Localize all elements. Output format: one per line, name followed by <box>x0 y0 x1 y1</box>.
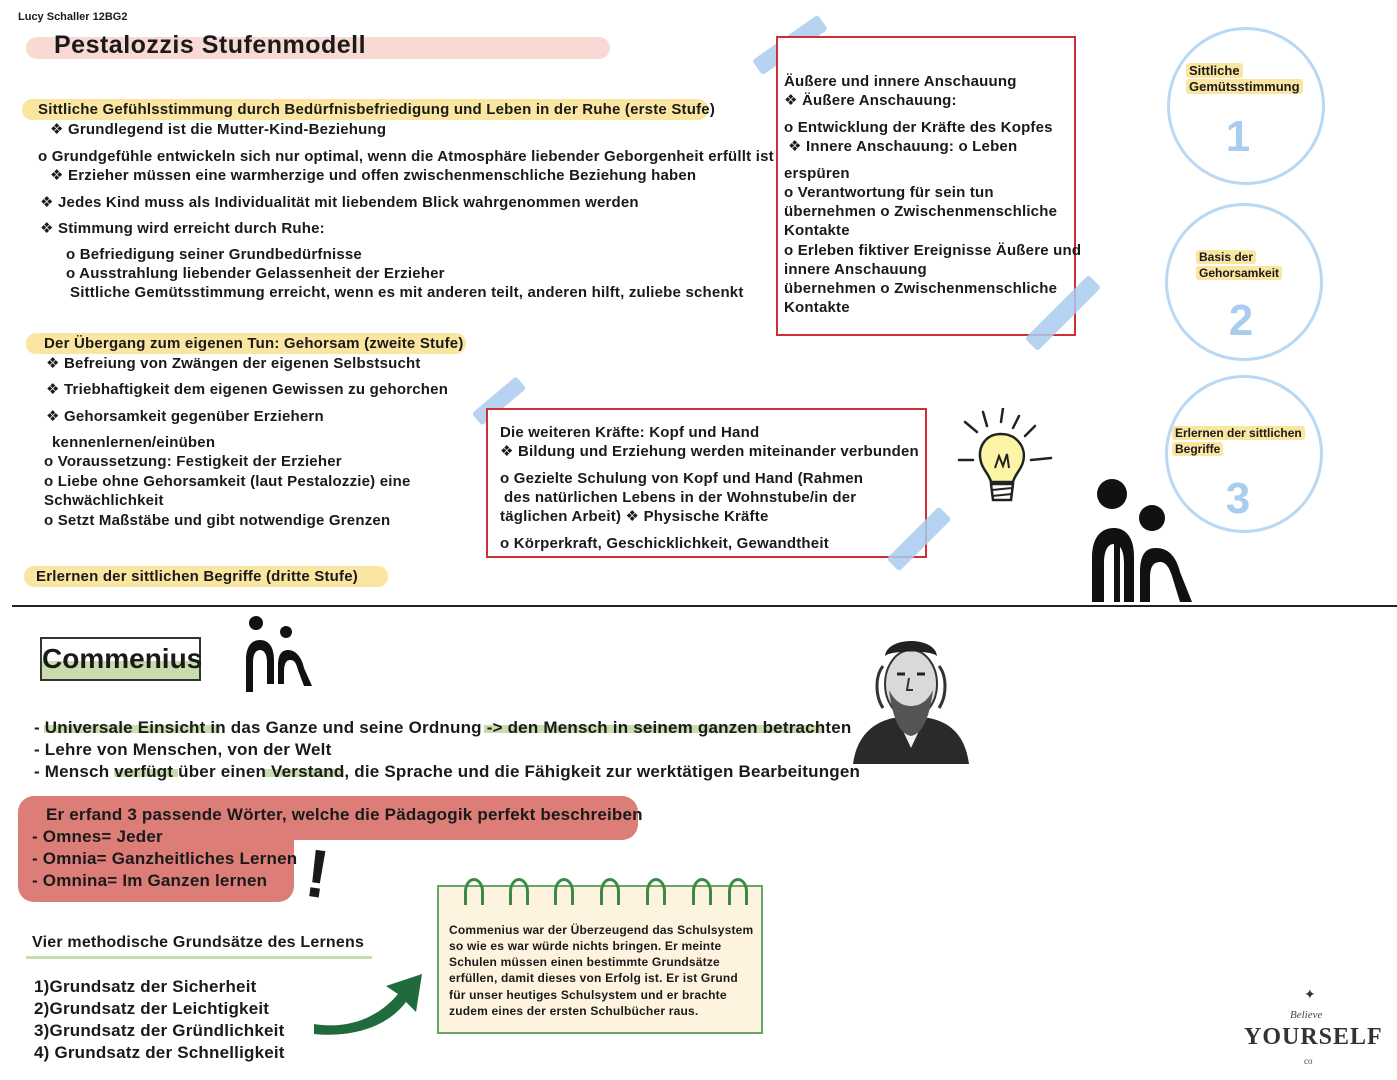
commenius-title-box <box>40 637 201 681</box>
principle-item: 3)Grundsatz der Gründlichkeit <box>34 1021 285 1040</box>
spiral-ring-icon <box>554 878 574 905</box>
stage1-line: o Ausstrahlung liebender Gelassenheit der Erzieher <box>66 265 445 282</box>
principle-item: 4) Grundsatz der Schnelligkeit <box>34 1043 285 1062</box>
anschauung-line: o Erleben fiktiver Ereignisse Äußere und <box>784 242 1082 259</box>
anschauung-line: o Entwicklung der Kräfte des Kopfes <box>784 119 1053 136</box>
stage-circle-label <box>1196 249 1282 281</box>
stage1-line: ❖ Stimmung wird erreicht durch Ruhe: <box>40 220 325 237</box>
stage2-line: ❖ Gehorsamkeit gegenüber Erziehern <box>46 408 324 425</box>
kraefte-line: des natürlichen Lebens in der Wohnstube/in der <box>504 489 857 506</box>
anschauung-line: Kontakte <box>784 299 850 316</box>
stage-number: 1 <box>1225 112 1251 161</box>
stage-circle-label <box>1186 63 1303 95</box>
note-line: zudem eines der ersten Schulbücher raus. <box>449 1004 699 1018</box>
section-divider <box>12 605 1397 607</box>
logo-big-text: YOURSELF <box>1244 1024 1383 1050</box>
page-title: Pestalozzis Stufenmodell <box>54 31 367 59</box>
words-item: - Omnina= Im Ganzen lernen <box>32 871 268 890</box>
people-icon <box>1088 476 1198 604</box>
stage2-line: ❖ Befreiung von Zwängen der eigenen Selbstsucht <box>46 355 421 372</box>
kraefte-line: Die weiteren Kräfte: Kopf und Hand <box>500 424 760 441</box>
stage-circle-label-line: Sittliche <box>1186 63 1243 78</box>
anschauung-line: erspüren <box>784 165 850 182</box>
kraefte-line: ❖ Bildung und Erziehung werden miteinander verbunden <box>500 443 919 460</box>
anschauung-line: übernehmen o Zwischenmenschliche <box>784 280 1058 297</box>
spiral-ring-icon <box>464 878 484 905</box>
stage-circle-label-line: Erlernen der sittlichen <box>1172 426 1305 440</box>
principle-item: 1)Grundsatz der Sicherheit <box>34 977 257 996</box>
stage2-heading: Der Übergang zum eigenen Tun: Gehorsam (zweite Stufe) <box>44 335 464 352</box>
arrow-icon <box>310 968 426 1038</box>
stage2-line: Schwächlichkeit <box>44 492 164 509</box>
stage-circle-label-line: Begriffe <box>1172 442 1223 456</box>
words-item: - Omnes= Jeder <box>32 827 163 846</box>
stage1-line: ❖ Erzieher müssen eine warmherzige und offen zwischenmenschliche Beziehung haben <box>50 167 697 184</box>
kraefte-box <box>486 408 927 558</box>
stage1-line: o Befriedigung seiner Grundbedürfnisse <box>66 246 362 263</box>
stage-number: 3 <box>1225 474 1251 523</box>
spiral-ring-icon <box>509 878 529 905</box>
anschauung-line: innere Anschauung <box>784 261 927 278</box>
stage2-line: kennenlernen/einüben <box>52 434 216 451</box>
anschauung-line: Äußere und innere Anschauung <box>784 73 1017 90</box>
kraefte-line: o Gezielte Schulung von Kopf und Hand (Rahmen <box>500 470 864 487</box>
stage1-line: Sittliche Gemütsstimmung erreicht, wenn es mit anderen teilt, anderen hilft, zuliebe schenkt <box>70 284 744 301</box>
commenius-point: - Mensch verfügt über einen Verstand, die Sprache und die Fähigkeit zur werktätigen Bearbeitungen <box>34 762 861 781</box>
note-line: für unser heutiges Schulsystem und er brachte <box>449 988 727 1002</box>
anschauung-line: o Verantwortung für sein tun <box>784 184 994 201</box>
spiral-ring-icon <box>692 878 712 905</box>
stage1-line: ❖ Grundlegend ist die Mutter-Kind-Beziehung <box>50 121 387 138</box>
stage-number: 2 <box>1228 296 1254 345</box>
note-line: so wie es war würde nichts bringen. Er meinte <box>449 939 722 953</box>
people-small-icon <box>242 614 318 694</box>
stage2-line: ❖ Triebhaftigkeit dem eigenen Gewissen zu gehorchen <box>46 381 449 398</box>
note-line: erfüllen, damit dieses von Erfolg ist. Er ist Grund <box>449 971 738 985</box>
stage-circle-label <box>1172 425 1305 457</box>
stage1-heading: Sittliche Gefühlsstimmung durch Bedürfnisbefriedigung und Leben in der Ruhe (erste Stufe) <box>38 101 716 118</box>
stage-circle-label-line: Basis der <box>1196 250 1256 264</box>
note-line: Commenius war der Überzeugend das Schulsystem <box>449 923 754 937</box>
stage3-heading: Erlernen der sittlichen Begriffe (dritte Stufe) <box>36 568 358 585</box>
principle-item: 2)Grundsatz der Leichtigkeit <box>34 999 270 1018</box>
stage-circle-label-line: Gehorsamkeit <box>1196 266 1282 280</box>
spiral-ring-icon <box>728 878 748 905</box>
exclamation-mark: ! <box>300 834 334 914</box>
sparkle-icon: ✦ <box>1304 986 1316 1002</box>
anschauung-line: ❖ Innere Anschauung: o Leben <box>788 138 1018 155</box>
anschauung-box <box>776 36 1082 336</box>
comenius-portrait <box>853 626 969 764</box>
words-intro: Er erfand 3 passende Wörter, welche die Pädagogik perfekt beschreiben <box>46 805 643 824</box>
commenius-title: Commenius <box>42 639 199 679</box>
stage2-line: o Voraussetzung: Festigkeit der Erzieher <box>44 453 342 470</box>
spiral-ring-icon <box>600 878 620 905</box>
spiral-ring-icon <box>646 878 666 905</box>
author-name: Lucy Schaller 12BG2 <box>18 11 128 23</box>
stage2-line: o Setzt Maßstäbe und gibt notwendige Grenzen <box>44 512 391 529</box>
anschauung-line: ❖ Äußere Anschauung: <box>784 92 957 109</box>
words-item: - Omnia= Ganzheitliches Lernen <box>32 849 298 868</box>
stage1-line: o Grundgefühle entwickeln sich nur optimal, wenn die Atmosphäre liebender Geborgenheit erfüllt ist <box>38 148 774 165</box>
kraefte-line: o Körperkraft, Geschicklichkeit, Gewandtheit <box>500 535 829 552</box>
logo-small-text: Believe <box>1290 1009 1323 1021</box>
principles-underline <box>26 956 372 959</box>
stage-circle-label-line: Gemütsstimmung <box>1186 79 1303 94</box>
stage1-line: ❖ Jedes Kind muss als Individualität mit liebendem Blick wahrgenommen werden <box>40 194 639 211</box>
logo-tiny-text: co <box>1304 1056 1313 1066</box>
lightbulb-icon <box>955 408 1055 512</box>
commenius-point: - Lehre von Menschen, von der Welt <box>34 740 332 759</box>
kraefte-line: täglichen Arbeit) ❖ Physische Kräfte <box>500 508 769 525</box>
note-card <box>437 885 763 1034</box>
note-line: Schulen müssen einen bestimmte Grundsätze <box>449 955 720 969</box>
anschauung-line: übernehmen o Zwischenmenschliche <box>784 203 1058 220</box>
stage2-line: o Liebe ohne Gehorsamkeit (laut Pestalozzie) eine <box>44 473 411 490</box>
principles-heading: Vier methodische Grundsätze des Lernens <box>32 934 365 951</box>
commenius-point: - Universale Einsicht in das Ganze und seine Ordnung -> den Mensch in seinem ganzen betrachten <box>34 718 852 737</box>
anschauung-line: Kontakte <box>784 222 850 239</box>
